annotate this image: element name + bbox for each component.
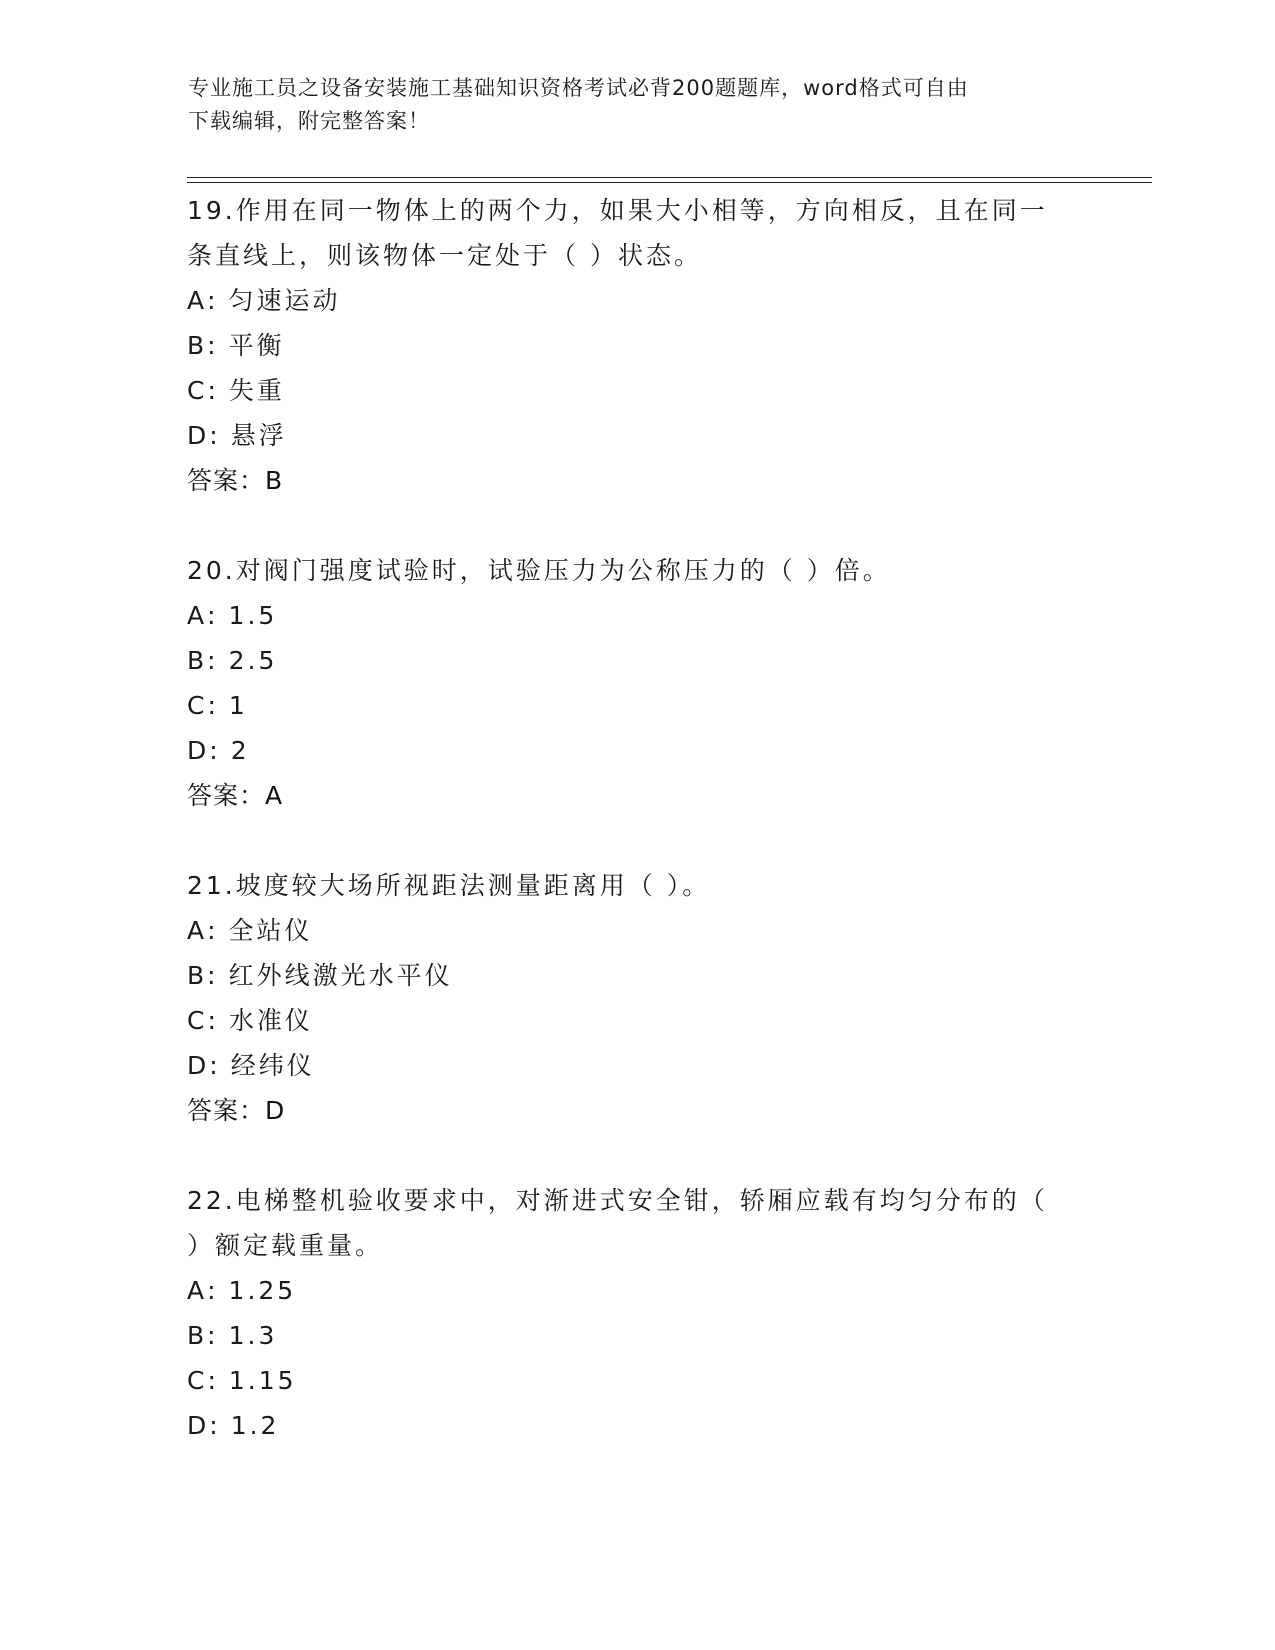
option-text: 1.3 bbox=[228, 1321, 278, 1350]
answer-line: 答案：D bbox=[187, 1096, 286, 1125]
option-separator: : bbox=[209, 1411, 221, 1440]
option-letter: A bbox=[187, 1276, 208, 1305]
option-text: 1 bbox=[228, 691, 248, 720]
option-separator: : bbox=[207, 331, 219, 360]
option-letter: C bbox=[187, 376, 208, 405]
option-b bbox=[187, 1313, 1087, 1358]
option-d bbox=[187, 728, 1087, 773]
option-a bbox=[187, 1268, 1087, 1313]
option-letter: C bbox=[187, 1006, 208, 1035]
question-stem-line: ）额定载重量。 bbox=[187, 1231, 384, 1260]
option-text: 1.2 bbox=[230, 1411, 280, 1440]
option-letter: B bbox=[187, 331, 208, 360]
header-line-2: 下载编辑，附完整答案！ bbox=[188, 109, 430, 133]
option-separator: : bbox=[207, 691, 219, 720]
option-a bbox=[187, 908, 1087, 953]
option-text: 全站仪 bbox=[228, 916, 313, 945]
option-letter: C bbox=[187, 691, 208, 720]
option-b bbox=[187, 638, 1087, 683]
question-stem-line: 22.电梯整机验收要求中，对渐进式安全钳，轿厢应载有均匀分布的（ bbox=[187, 1186, 1048, 1215]
option-letter: A bbox=[187, 916, 208, 945]
option-separator: : bbox=[207, 1321, 219, 1350]
option-text: 2.5 bbox=[228, 646, 278, 675]
option-letter: D bbox=[187, 1411, 210, 1440]
question-stem-line: 20.对阀门强度试验时，试验压力为公称压力的（ ）倍。 bbox=[187, 556, 891, 585]
option-separator: : bbox=[207, 1366, 219, 1395]
answer-line: 答案：B bbox=[187, 466, 284, 495]
option-b bbox=[187, 953, 1087, 998]
header-line-1: 专业施工员之设备安装施工基础知识资格考试必背200题题库，word格式可自由 bbox=[188, 76, 969, 100]
question-stem-line: 条直线上，则该物体一定处于（ ）状态。 bbox=[187, 241, 702, 270]
question-21 bbox=[187, 863, 1087, 1133]
option-text: 1.15 bbox=[228, 1366, 297, 1395]
option-letter: D bbox=[187, 1051, 210, 1080]
answer-line: 答案：A bbox=[187, 781, 284, 810]
option-d bbox=[187, 1043, 1087, 1088]
option-letter: D bbox=[187, 736, 210, 765]
header-divider-bottom bbox=[187, 182, 1152, 183]
question-stem-line: 21.坡度较大场所视距法测量距离用（ ）。 bbox=[187, 871, 711, 900]
header-divider-top bbox=[187, 177, 1152, 178]
option-text: 失重 bbox=[228, 376, 285, 405]
option-separator: : bbox=[209, 421, 221, 450]
option-separator: : bbox=[207, 376, 219, 405]
option-c bbox=[187, 368, 1087, 413]
option-b bbox=[187, 323, 1087, 368]
option-text: 平衡 bbox=[228, 331, 285, 360]
option-text: 红外线激光水平仪 bbox=[228, 961, 453, 990]
option-separator: : bbox=[207, 286, 219, 315]
option-separator: : bbox=[209, 736, 221, 765]
option-text: 经纬仪 bbox=[230, 1051, 315, 1080]
option-c bbox=[187, 1358, 1087, 1403]
option-text: 2 bbox=[230, 736, 250, 765]
option-separator: : bbox=[207, 916, 219, 945]
option-separator: : bbox=[209, 1051, 221, 1080]
question-list bbox=[187, 188, 1087, 1493]
question-20 bbox=[187, 548, 1087, 818]
option-letter: C bbox=[187, 1366, 208, 1395]
option-letter: B bbox=[187, 1321, 208, 1350]
option-letter: A bbox=[187, 601, 208, 630]
option-letter: A bbox=[187, 286, 208, 315]
option-separator: : bbox=[207, 646, 219, 675]
option-text: 水准仪 bbox=[228, 1006, 313, 1035]
option-a bbox=[187, 593, 1087, 638]
option-separator: : bbox=[207, 961, 219, 990]
option-c bbox=[187, 998, 1087, 1043]
option-letter: B bbox=[187, 961, 208, 990]
option-separator: : bbox=[207, 1006, 219, 1035]
option-letter: B bbox=[187, 646, 208, 675]
option-d bbox=[187, 413, 1087, 458]
document-header bbox=[188, 72, 1068, 138]
option-a bbox=[187, 278, 1087, 323]
option-letter: D bbox=[187, 421, 210, 450]
question-19 bbox=[187, 188, 1087, 503]
question-stem-line: 19.作用在同一物体上的两个力，如果大小相等，方向相反，且在同一 bbox=[187, 196, 1048, 225]
option-text: 悬浮 bbox=[230, 421, 287, 450]
option-c bbox=[187, 683, 1087, 728]
option-d bbox=[187, 1403, 1087, 1448]
option-text: 1.25 bbox=[228, 1276, 297, 1305]
option-separator: : bbox=[207, 1276, 219, 1305]
option-text: 1.5 bbox=[228, 601, 278, 630]
option-separator: : bbox=[207, 601, 219, 630]
question-22 bbox=[187, 1178, 1087, 1448]
option-text: 匀速运动 bbox=[228, 286, 341, 315]
